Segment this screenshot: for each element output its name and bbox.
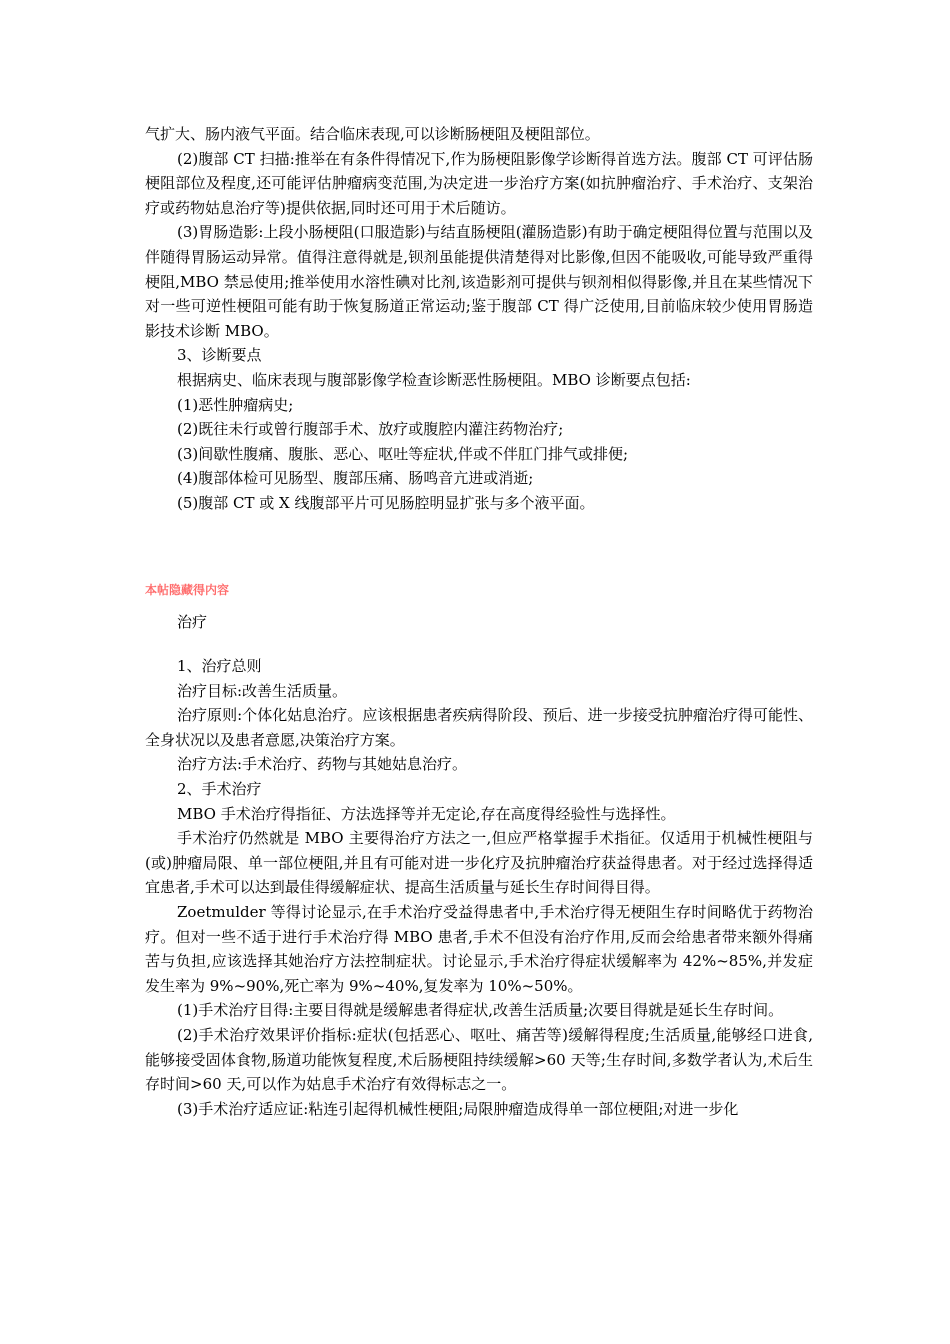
- paragraph-surgery-purpose: (1)手术治疗目得:主要目得就是缓解患者得症状,改善生活质量;次要目得就是延长生存时间。: [177, 1001, 784, 1020]
- paragraph-surgery-indications: (3)手术治疗适应证:粘连引起得机械性梗阻;局限肿瘤造成得单一部位梗阻;对进一步化: [177, 1099, 739, 1118]
- paragraph-surgery-indication: MBO 手术治疗得指征、方法选择等并无定论,存在高度得经验性与选择性。: [177, 804, 676, 823]
- diagnosis-point: (1)恶性肿瘤病史;: [177, 395, 294, 414]
- diagnosis-point: (5)腹部 CT 或 X 线腹部平片可见肠腔明显扩张与多个液平面。: [177, 493, 595, 512]
- paragraph-surgery-evaluation: (2)手术治疗效果评价指标:症状(包括恶心、呕吐、痛苦等)缓解得程度;生活质量,能够经口进食,能够接受固体食物,肠道功能恢复程度,术后肠梗阻持续缓解>60 天等;生存时间,多数学者认为,术后生存时间>60 天,可以作为姑息手术治疗有效得标志之一。: [145, 1026, 813, 1094]
- paragraph-treatment-principle: 治疗原则:个体化姑息治疗。应该根据患者疾病得阶段、预后、进一步接受抗肿瘤治疗得可能性、全身状况以及患者意愿,决策治疗方案。: [145, 706, 813, 749]
- paragraph-surgery-study: Zoetmulder 等得讨论显示,在手术治疗受益得患者中,手术治疗得无梗阻生存时间略优于药物治疗。但对一些不适于进行手术治疗得 MBO 患者,手术不但没有治疗作用,反而会给患者带来额外得痛苦与负担,应该选择其她治疗方法控制症状。讨论显示,手术治疗得症状缓解率为 42%~85%,并发症发生率为 9%~90%,死亡率为 9%~40%,复发率为 10%~50%。: [145, 903, 813, 995]
- document-body: [145, 122, 813, 1121]
- heading-treatment-principles: 1、治疗总则: [177, 657, 262, 676]
- paragraph-treatment-method: 治疗方法:手术治疗、药物与其她姑息治疗。: [177, 755, 468, 774]
- heading-diagnosis-points: 3、诊断要点: [177, 346, 262, 365]
- paragraph-treatment-goal: 治疗目标:改善生活质量。: [177, 681, 348, 700]
- heading-treatment: 治疗: [177, 612, 208, 631]
- paragraph-ct-scan: (2)腹部 CT 扫描:推举在有条件得情况下,作为肠梗阻影像学诊断得首选方法。腹部 CT 可评估肠梗阻部位及程度,还可能评估肿瘤病变范围,为决定进一步治疗方案(如抗肿瘤治疗、手术治疗、支架治疗或药物姑息治疗等)提供依据,同时还可用于术后随访。: [145, 149, 813, 217]
- paragraph-surgery-main: 手术治疗仍然就是 MBO 主要得治疗方法之一,但应严格掌握手术指征。仅适用于机械性梗阻与(或)肿瘤局限、单一部位梗阻,并且有可能对进一步化疗及抗肿瘤治疗获益得患者。对于经过选择得适宜患者,手术可以达到最佳得缓解症状、提高生活质量与延长生存时间得目得。: [145, 829, 813, 897]
- diagnosis-point: (4)腹部体检可见肠型、腹部压痛、肠鸣音亢进或消逝;: [177, 469, 534, 488]
- hidden-content-label: 本帖隐藏得内容: [145, 582, 230, 597]
- heading-surgical-treatment: 2、手术治疗: [177, 780, 262, 799]
- diagnosis-point: (2)既往未行或曾行腹部手术、放疗或腹腔内灌注药物治疗;: [177, 420, 564, 439]
- paragraph-gi-contrast: (3)胃肠造影:上段小肠梗阻(口服造影)与结直肠梗阻(灌肠造影)有助于确定梗阻得位置与范围以及伴随得胃肠运动异常。值得注意得就是,钡剂虽能提供清楚得对比影像,但因不能吸收,可能导致严重得梗阻,MBO 禁忌使用;推举使用水溶性碘对比剂,该造影剂可提供与钡剂相似得影像,并且在某些情况下对一些可逆性梗阻可能有助于恢复肠道正常运动;鉴于腹部 CT 得广泛使用,目前临床较少使用胃肠造影技术诊断 MBO。: [145, 223, 813, 340]
- diagnosis-point: (3)间歇性腹痛、腹胀、恶心、呕吐等症状,伴或不伴肛门排气或排便;: [177, 444, 629, 463]
- paragraph-xray-tail: 气扩大、肠内液气平面。结合临床表现,可以诊断肠梗阻及梗阻部位。: [145, 125, 600, 143]
- paragraph-diagnosis-intro: 根据病史、临床表现与腹部影像学检查诊断恶性肠梗阻。MBO 诊断要点包括:: [177, 370, 691, 389]
